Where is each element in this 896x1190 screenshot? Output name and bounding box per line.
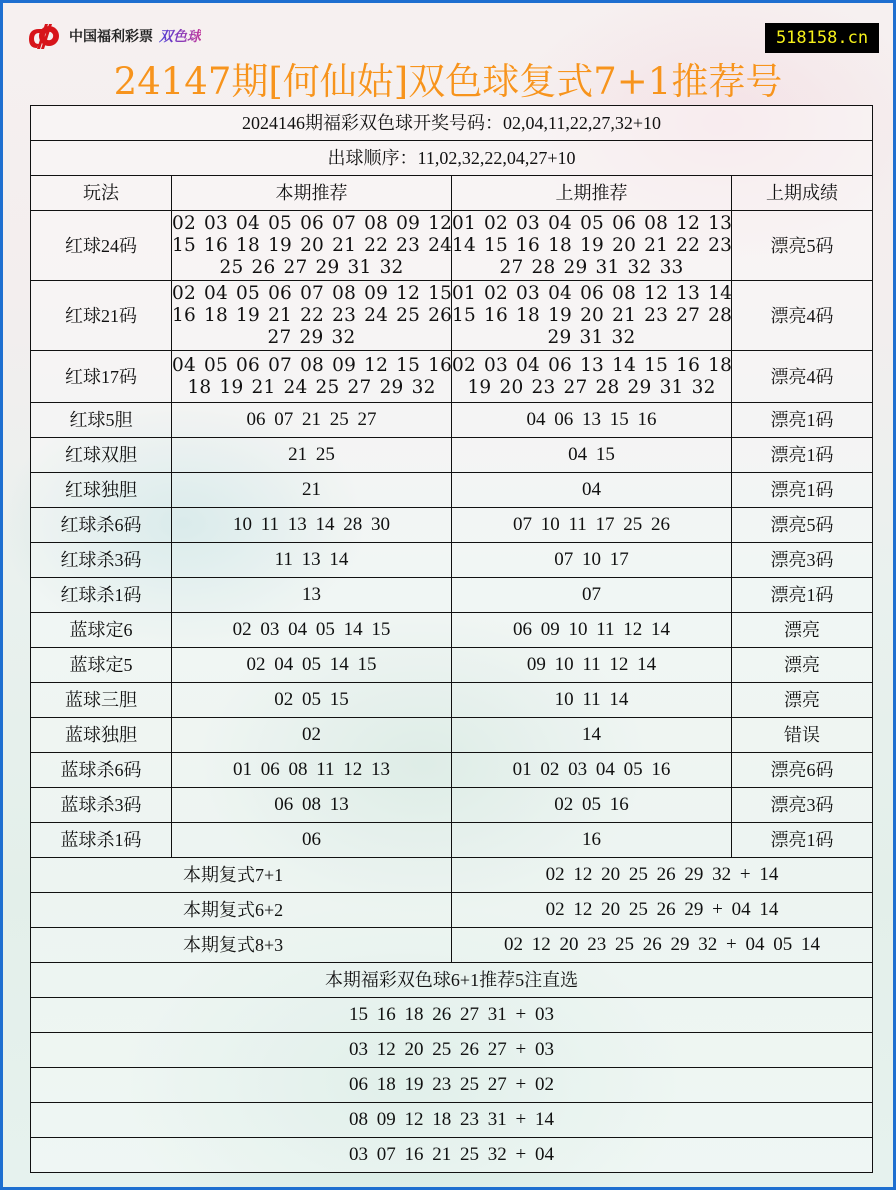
page-frame: [3, 3, 893, 1187]
table-row: [31, 578, 873, 613]
table-row: [31, 613, 873, 648]
picks-title-row: [31, 963, 873, 998]
number-line: 27 29 32: [267, 326, 356, 348]
previous-pick: [452, 211, 732, 281]
previous-result: 漂亮4码: [732, 281, 873, 351]
table-row: [31, 351, 873, 403]
current-pick: 06 08 13: [172, 788, 452, 823]
cwl-logo: [23, 21, 201, 51]
previous-pick: 01 02 03 04 05 16: [452, 753, 732, 788]
current-pick: 01 06 08 11 12 13: [172, 753, 452, 788]
current-pick: 21: [172, 473, 452, 508]
row-label: 蓝球杀3码: [31, 788, 172, 823]
draw-order: 出球顺序：11,02,32,22,04,27+10: [31, 141, 873, 176]
number-line: 19 20 23 27 28 29 31 32: [467, 376, 716, 398]
number-line: 14 15 16 18 19 20 21 22 23: [452, 234, 733, 256]
page-title: 24147期[何仙姑]双色球复式7+1推荐号: [113, 60, 783, 103]
previous-result: 漂亮1码: [732, 403, 873, 438]
number-line: 25 26 27 29 31 32: [219, 256, 404, 278]
row-label: 红球杀3码: [31, 543, 172, 578]
draw-order-row: [31, 141, 873, 176]
row-label: 红球17码: [31, 351, 172, 403]
number-line: 02 03 04 05 06 07 08 09 12: [172, 212, 453, 234]
previous-result: 漂亮4码: [732, 351, 873, 403]
previous-result: 漂亮1码: [732, 473, 873, 508]
pick-row: [31, 1138, 873, 1173]
previous-result: 漂亮3码: [732, 543, 873, 578]
previous-pick: 07 10 11 17 25 26: [452, 508, 732, 543]
col-header-result: 上期成绩: [732, 176, 873, 211]
previous-pick: 09 10 11 12 14: [452, 648, 732, 683]
row-label: 红球24码: [31, 211, 172, 281]
table-row: [31, 543, 873, 578]
pick-row: [31, 1033, 873, 1068]
previous-result: 漂亮1码: [732, 438, 873, 473]
number-line: 04 05 06 07 08 09 12 15 16: [172, 354, 453, 376]
row-label: 蓝球杀6码: [31, 753, 172, 788]
previous-result: 漂亮: [732, 648, 873, 683]
picks-title: 本期福彩双色球6+1推荐5注直选: [31, 963, 873, 998]
row-label: 红球21码: [31, 281, 172, 351]
welfare-lottery-logo-icon: [23, 21, 63, 51]
row-label: 蓝球三胆: [31, 683, 172, 718]
pick-numbers: 06 18 19 23 25 27 + 02: [31, 1068, 873, 1103]
number-line: 15 16 18 19 20 21 23 27 28: [452, 304, 733, 326]
previous-pick: 07: [452, 578, 732, 613]
previous-result: 漂亮: [732, 613, 873, 648]
pick-row: [31, 1068, 873, 1103]
row-label: 蓝球定6: [31, 613, 172, 648]
compound-label: 本期复式6+2: [31, 893, 452, 928]
current-pick: 02 04 05 14 15: [172, 648, 452, 683]
row-label: 红球5胆: [31, 403, 172, 438]
number-line: 15 16 18 19 20 21 22 23 24: [172, 234, 453, 256]
previous-result: 漂亮1码: [732, 823, 873, 858]
row-label: 蓝球独胆: [31, 718, 172, 753]
previous-pick: 16: [452, 823, 732, 858]
previous-pick: 07 10 17: [452, 543, 732, 578]
previous-pick: 06 09 10 11 12 14: [452, 613, 732, 648]
site-badge[interactable]: 518158.cn: [765, 23, 879, 53]
compound-row: [31, 858, 873, 893]
current-pick: 02 05 15: [172, 683, 452, 718]
table-row: [31, 211, 873, 281]
previous-result: 漂亮1码: [732, 578, 873, 613]
current-pick: 02 03 04 05 14 15: [172, 613, 452, 648]
compound-numbers: 02 12 20 25 26 29 32 + 14: [452, 858, 873, 893]
current-pick: [172, 351, 452, 403]
previous-result: 漂亮5码: [732, 211, 873, 281]
number-line: 01 02 03 04 05 06 08 12 13: [452, 212, 733, 234]
current-pick: 02: [172, 718, 452, 753]
current-pick: 11 13 14: [172, 543, 452, 578]
row-label: 红球杀6码: [31, 508, 172, 543]
number-line: 02 03 04 06 13 14 15 16 18: [452, 354, 733, 376]
compound-row: [31, 893, 873, 928]
number-line: 27 28 29 31 32 33: [499, 256, 684, 278]
previous-pick: 04: [452, 473, 732, 508]
compound-numbers: 02 12 20 25 26 29 + 04 14: [452, 893, 873, 928]
pick-numbers: 15 16 18 26 27 31 + 03: [31, 998, 873, 1033]
pick-row: [31, 1103, 873, 1138]
pick-numbers: 03 12 20 25 26 27 + 03: [31, 1033, 873, 1068]
compound-label: 本期复式8+3: [31, 928, 452, 963]
previous-result: 漂亮3码: [732, 788, 873, 823]
compound-label: 本期复式7+1: [31, 858, 452, 893]
row-label: 红球双胆: [31, 438, 172, 473]
compound-numbers: 02 12 20 23 25 26 29 32 + 04 05 14: [452, 928, 873, 963]
previous-pick: 04 06 13 15 16: [452, 403, 732, 438]
previous-pick: 04 15: [452, 438, 732, 473]
col-header-type: 玩法: [31, 176, 172, 211]
col-header-previous: 上期推荐: [452, 176, 732, 211]
table-row: [31, 718, 873, 753]
column-header-row: [31, 176, 873, 211]
compound-row: [31, 928, 873, 963]
table-row: [31, 281, 873, 351]
draw-result: 2024146期福彩双色球开奖号码：02,04,11,22,27,32+10: [31, 106, 873, 141]
pick-numbers: 08 09 12 18 23 31 + 14: [31, 1103, 873, 1138]
table-row: [31, 403, 873, 438]
pick-row: [31, 998, 873, 1033]
table-row: [31, 438, 873, 473]
table-row: [31, 473, 873, 508]
number-line: 18 19 21 24 25 27 29 32: [187, 376, 436, 398]
current-pick: [172, 281, 452, 351]
previous-result: 错误: [732, 718, 873, 753]
table-row: [31, 683, 873, 718]
table-row: [31, 753, 873, 788]
number-line: 01 02 03 04 06 08 12 13 14: [452, 282, 733, 304]
row-label: 蓝球定5: [31, 648, 172, 683]
table-row: [31, 823, 873, 858]
current-pick: 10 11 13 14 28 30: [172, 508, 452, 543]
previous-pick: [452, 351, 732, 403]
current-pick: 06 07 21 25 27: [172, 403, 452, 438]
previous-pick: 02 05 16: [452, 788, 732, 823]
table-row: [31, 788, 873, 823]
current-pick: 21 25: [172, 438, 452, 473]
logo-text: 中国福利彩票: [69, 29, 153, 45]
number-line: 16 18 19 21 22 23 24 25 26: [172, 304, 453, 326]
number-line: 29 31 32: [547, 326, 636, 348]
previous-result: 漂亮5码: [732, 508, 873, 543]
draw-result-row: [31, 106, 873, 141]
previous-pick: 10 11 14: [452, 683, 732, 718]
number-line: 02 04 05 06 07 08 09 12 15: [172, 282, 453, 304]
previous-pick: [452, 281, 732, 351]
logo-subtext: 双色球: [159, 26, 201, 46]
row-label: 红球独胆: [31, 473, 172, 508]
current-pick: 06: [172, 823, 452, 858]
table-row: [31, 508, 873, 543]
previous-result: 漂亮: [732, 683, 873, 718]
previous-result: 漂亮6码: [732, 753, 873, 788]
current-pick: 13: [172, 578, 452, 613]
col-header-current: 本期推荐: [172, 176, 452, 211]
recommendation-table: [30, 105, 873, 1173]
row-label: 红球杀1码: [31, 578, 172, 613]
previous-pick: 14: [452, 718, 732, 753]
row-label: 蓝球杀1码: [31, 823, 172, 858]
pick-numbers: 03 07 16 21 25 32 + 04: [31, 1138, 873, 1173]
current-pick: [172, 211, 452, 281]
table-row: [31, 648, 873, 683]
